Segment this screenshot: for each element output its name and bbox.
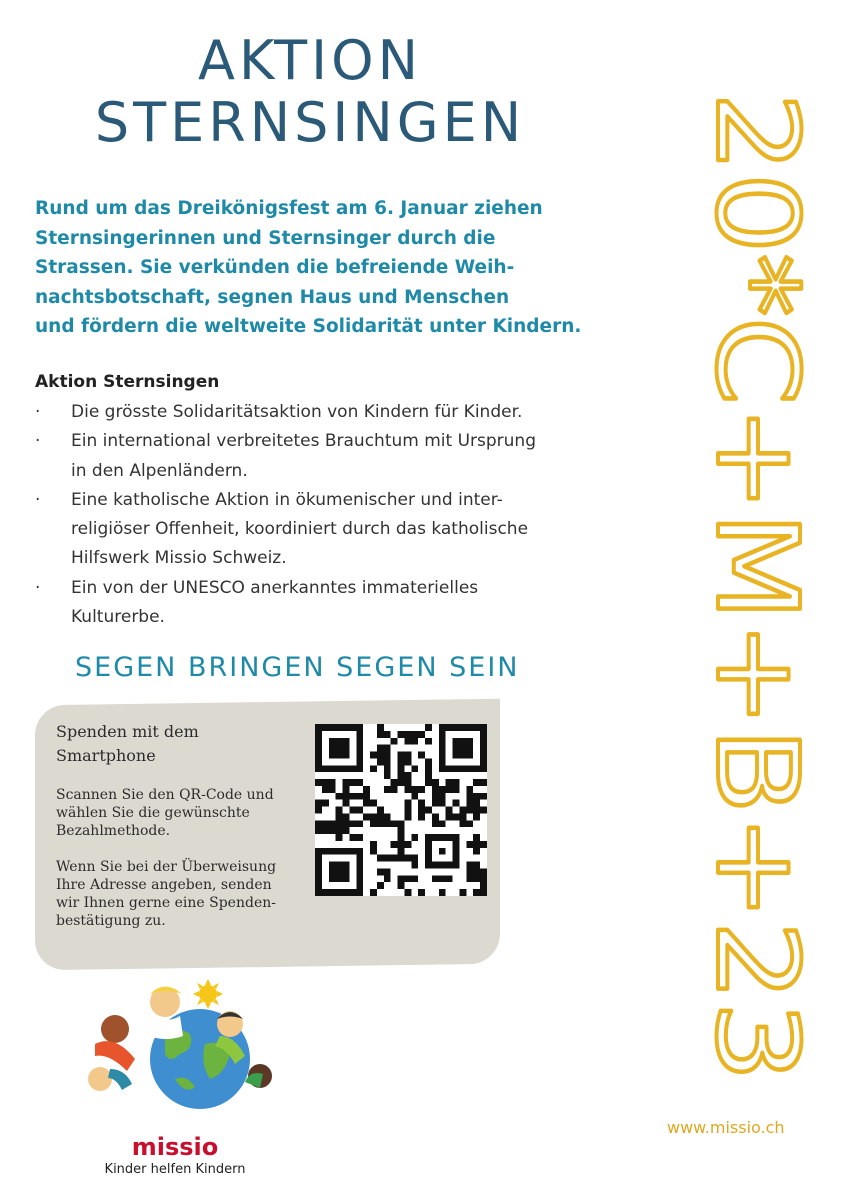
donation-paragraph-1: [56, 786, 286, 840]
missio-tagline: Kinder helfen Kindern: [104, 1162, 246, 1177]
qr-code[interactable]: [315, 724, 487, 896]
donation-paragraph-2: [56, 858, 286, 930]
intro-line: und fördern die weltweite Solidarität unter Kindern.: [35, 316, 582, 337]
missio-wordmark: missio: [131, 1133, 219, 1161]
title-line-2: STERNSINGEN: [94, 91, 526, 154]
donation-line: Ihre Adresse angeben, senden: [56, 877, 272, 893]
donation-line: bestätigung zu.: [56, 913, 166, 929]
bullet-line: Eine katholische Aktion in ökumenischer und inter-: [71, 489, 503, 510]
donation-line: Scannen Sie den QR-Code und: [56, 787, 274, 803]
intro-line: Rund um das Dreikönigsfest am 6. Januar ziehen: [35, 198, 543, 219]
bullet-line: in den Alpenländern.: [71, 460, 248, 481]
bullet-item: [35, 398, 595, 427]
bullet-dot: ·: [35, 489, 41, 510]
intro-line: Strassen. Sie verkünden die befreiende Weih-: [35, 257, 515, 278]
title-line-1: AKTION: [198, 29, 422, 92]
blessing-inscription: [658, 92, 821, 1092]
section-heading: Aktion Sternsingen: [35, 372, 220, 392]
bullet-dot: ·: [35, 402, 41, 422]
tagline: SEGEN BRINGEN SEGEN SEIN: [75, 652, 520, 683]
bullet-line: Ein international verbreitetes Brauchtum mit Ursprung: [71, 431, 536, 452]
bullet-line: Kulturerbe.: [71, 607, 165, 628]
page-title: [60, 30, 560, 154]
bullet-line: Die grösste Solidaritätsaktion von Kindern für Kinder.: [71, 402, 523, 422]
intro-paragraph: [35, 194, 595, 342]
bullet-dot: ·: [35, 577, 41, 598]
sun-icon: [193, 979, 223, 1009]
website-link[interactable]: www.missio.ch: [667, 1118, 785, 1137]
intro-line: nachtsbotschaft, segnen Haus und Menschen: [35, 286, 510, 308]
donation-line: Bezahlmethode.: [56, 823, 171, 839]
donation-line: wählen Sie die gewünschte: [56, 805, 250, 821]
bullet-list: [35, 398, 595, 632]
donation-title-line: Spenden mit dem: [56, 722, 199, 741]
bullet-item: [35, 574, 595, 633]
bullet-dot: ·: [35, 431, 41, 452]
missio-logo-illustration: [80, 984, 280, 1094]
donation-title-line: Smartphone: [56, 746, 156, 765]
blessing-text: 20*C+M+B+23: [691, 92, 821, 967]
donation-line: Wenn Sie bei der Überweisung: [56, 859, 277, 875]
donation-title: [56, 720, 286, 768]
donation-text: [56, 720, 286, 948]
bullet-line: Ein von der UNESCO anerkanntes immaterielles: [71, 577, 479, 598]
bullet-line: religiöser Offenheit, koordiniert durch das katholische: [71, 519, 529, 540]
bullet-line: Hilfswerk Missio Schweiz.: [71, 548, 287, 569]
bullet-item: [35, 486, 595, 574]
intro-line: Sternsingerinnen und Sternsinger durch die: [35, 227, 496, 249]
donation-line: wir Ihnen gerne eine Spenden-: [56, 895, 276, 911]
bullet-item: [35, 427, 595, 486]
